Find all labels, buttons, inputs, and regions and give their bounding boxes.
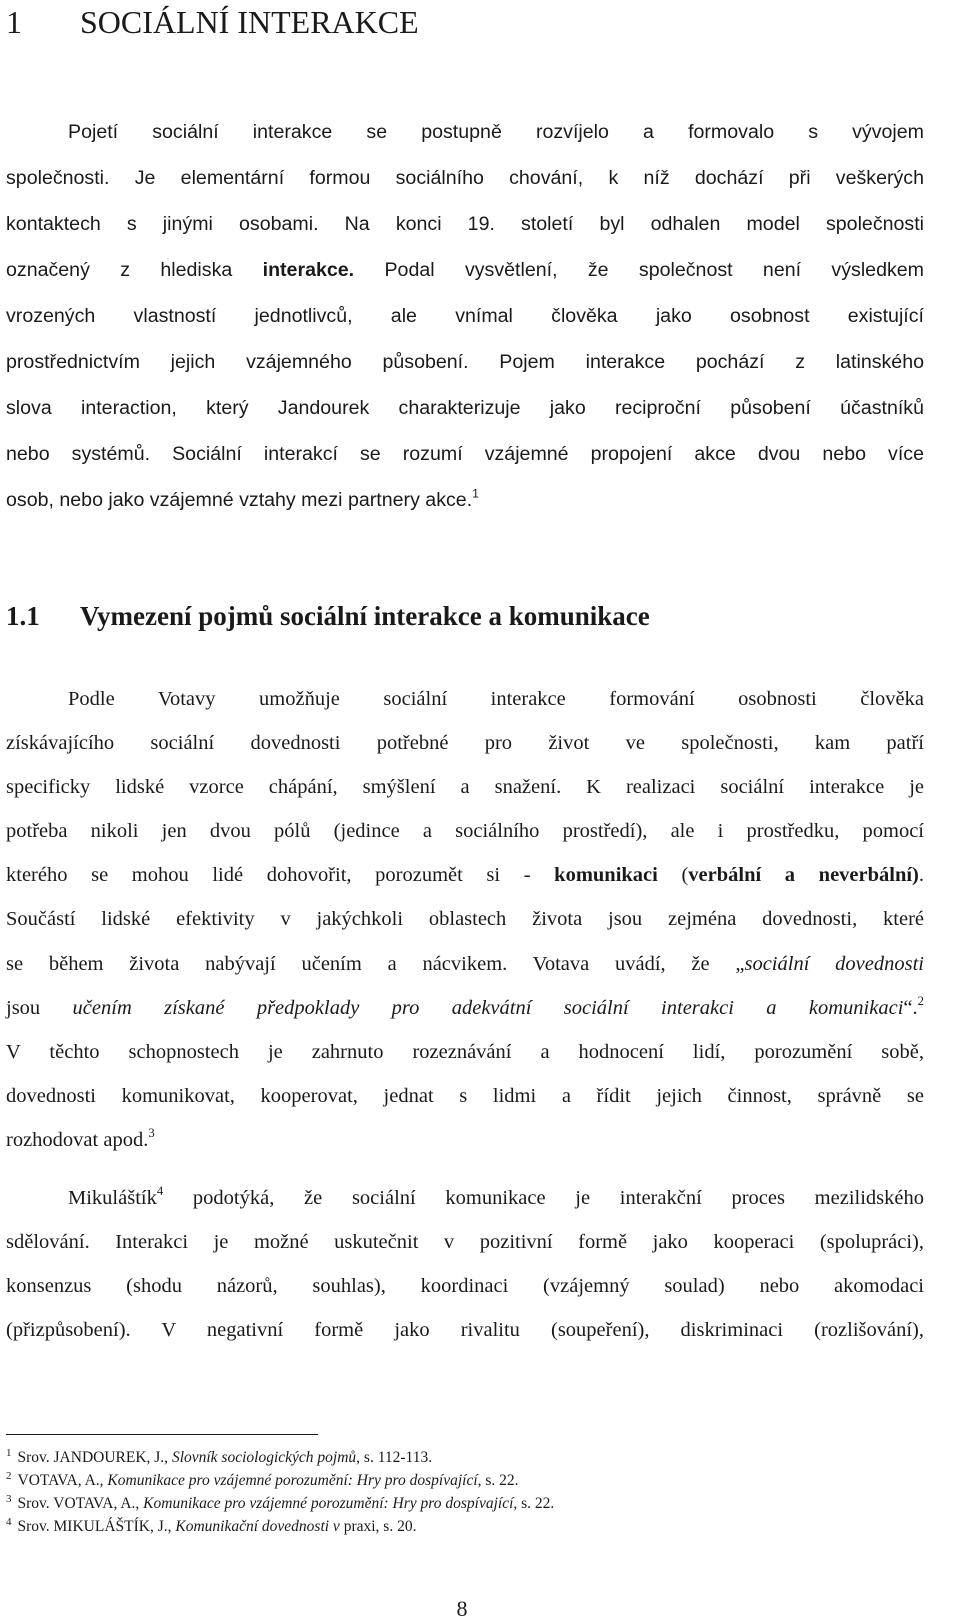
text-line: Součástí lidské efektivity v jakýchkoli oblastech života jsou zejména dovednosti, které xyxy=(6,908,924,931)
text-run: rozhodovat apod. xyxy=(6,1128,149,1151)
footnote-text: , s. 22. xyxy=(513,1495,555,1512)
footnote-number: 4 xyxy=(6,1516,12,1528)
page-number: 8 xyxy=(456,1596,468,1621)
text-line: Podle Votavy umožňuje sociální interakce formování osobnosti člověka xyxy=(68,688,924,710)
text-line xyxy=(6,986,924,1030)
text-line xyxy=(6,853,924,897)
footnote-text: , s. 22. xyxy=(477,1472,519,1489)
footnote-number: 3 xyxy=(6,1493,12,1505)
chapter-title: SOCIÁLNÍ INTERAKCE xyxy=(80,4,419,40)
footnote-text: s. 112-113. xyxy=(360,1449,433,1466)
text-line: dovednosti komunikovat, kooperovat, jednat s lidmi a řídit jejich činnost, správně se xyxy=(6,1084,924,1107)
text-line: slova interaction, který Jandourek charakterizuje jako reciproční působení účastníků xyxy=(6,397,924,419)
footnote-title: Komunikace pro vzájemné porozumění: Hry pro dospívající xyxy=(143,1495,514,1512)
chapter-number: 1 xyxy=(6,4,22,40)
text-line xyxy=(6,1176,924,1220)
text-run: jsou xyxy=(6,996,73,1019)
footnote xyxy=(6,1448,432,1468)
footnote xyxy=(6,1517,416,1537)
text-line: potřeba nikoli jen dvou pólů (jedince a sociálního prostředí), ale i prostředku, pomocí xyxy=(6,820,924,843)
text-line: nebo systémů. Sociální interakcí se rozumí vzájemné propojení akce dvou nebo více xyxy=(6,443,924,465)
footnote-text: praxi, s. 20. xyxy=(339,1518,417,1535)
paragraph-communication xyxy=(6,1176,924,1352)
text-run: Podal vysvětlení, že společnost není výsledkem xyxy=(354,259,924,281)
footnote xyxy=(6,1471,519,1491)
footnote-title: Komunikační dovednosti v xyxy=(175,1518,340,1535)
bold-term: verbální a neverbální) xyxy=(688,864,919,887)
footnote-number: 1 xyxy=(6,1447,12,1459)
paragraph-intro xyxy=(6,109,924,523)
text-line: specificky lidské vzorce chápání, smýšlení a snažení. K realizaci sociální interakce je xyxy=(6,776,924,799)
text-run: se během života nabývají učením a nácvikem. Votava uvádí, že „ xyxy=(6,952,745,975)
chapter-heading xyxy=(6,2,419,42)
text-run: osob, nebo jako vzájemné vztahy mezi partnery akce. xyxy=(6,489,473,511)
footnote-ref: 3 xyxy=(148,1126,155,1141)
footnote-ref: 2 xyxy=(917,993,924,1008)
section-title: Vymezení pojmů sociální interakce a komunikace xyxy=(80,601,650,631)
text-run: ( xyxy=(657,864,689,887)
text-line: získávajícího sociální dovednosti potřebné pro život ve společnosti, kam patří xyxy=(6,732,924,755)
footnote-ref: 1 xyxy=(472,486,479,501)
text-line: prostřednictvím jejich vzájemného působení. Pojem interakce pochází z latinského xyxy=(6,351,924,373)
bold-term: interakce. xyxy=(262,259,355,281)
footnote-text: Srov. MIKULÁŠTÍK, J., xyxy=(17,1518,176,1535)
footnote-ref: 4 xyxy=(156,1184,164,1199)
footnote-text: Srov. VOTAVA, A., xyxy=(17,1495,144,1512)
text-run: podotýká, že sociální komunikace je interakční proces mezilidského xyxy=(163,1187,924,1209)
text-run: . xyxy=(918,864,925,887)
text-line xyxy=(6,1118,924,1162)
footnote-title: Komunikace pro vzájemné porozumění: Hry pro dospívající xyxy=(107,1472,478,1489)
footnote-title: Slovník sociologických pojmů, xyxy=(171,1449,361,1466)
text-run: Mikuláštík xyxy=(68,1187,157,1209)
bold-term: komunikaci xyxy=(554,864,658,887)
text-line xyxy=(6,942,924,986)
text-line: Pojetí sociální interakce se postupně rozvíjelo a formovalo s vývojem xyxy=(68,121,924,143)
text-line: V těchto schopnostech je zahrnuto rozeznávání a hodnocení lidí, porozumění sobě, xyxy=(6,1040,924,1063)
text-line xyxy=(6,247,924,293)
section-number: 1.1 xyxy=(6,601,40,631)
text-line xyxy=(6,477,924,523)
text-line: kontaktech s jinými osobami. Na konci 19. století byl odhalen model společnosti xyxy=(6,213,924,235)
italic-quote: učením získané předpoklady pro adekvátní sociální interakci a komunikaci xyxy=(72,996,904,1019)
footnote-text: Srov. JANDOUREK, J., xyxy=(17,1449,172,1466)
paragraph-definition xyxy=(6,677,924,1162)
footnote xyxy=(6,1494,554,1514)
footnote-number: 2 xyxy=(6,1470,12,1482)
footnote-text: VOTAVA, A., xyxy=(17,1472,108,1489)
text-line: (přizpůsobení). V negativní formě jako rivalitu (soupeření), diskriminaci (rozlišování), xyxy=(6,1319,924,1342)
text-run: kterého se mohou lidé dohovořit, porozumět si - xyxy=(6,864,555,887)
text-line: konsenzus (shodu názorů, souhlas), koordinaci (vzájemný soulad) nebo akomodaci xyxy=(6,1275,924,1298)
text-run: označený z hlediska xyxy=(6,259,263,281)
text-line: sdělování. Interakci je možné uskutečnit v pozitivní formě jako kooperaci (spolupráci), xyxy=(6,1231,924,1254)
italic-quote: sociální dovednosti xyxy=(744,952,924,975)
text-run: “. xyxy=(903,996,918,1019)
footnote-separator xyxy=(6,1434,318,1435)
text-line: vrozených vlastností jednotlivců, ale vnímal člověka jako osobnost existující xyxy=(6,305,924,327)
section-heading xyxy=(6,598,650,634)
text-line: společnosti. Je elementární formou sociálního chování, k níž dochází při veškerých xyxy=(6,167,924,189)
